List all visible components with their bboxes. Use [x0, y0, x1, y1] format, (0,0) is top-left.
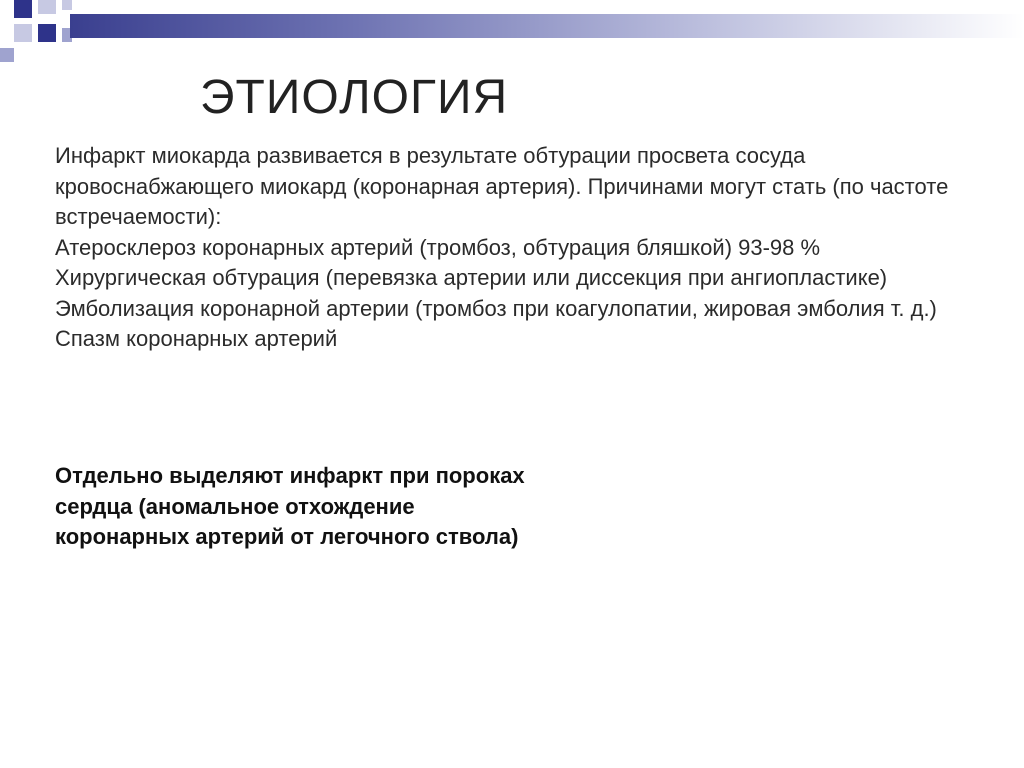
body-paragraph-intro: Инфаркт миокарда развивается в результате обтурации просвета сосуда кровоснабжающего миокард (коронарная артерия). Причинами могут стать (по частоте встречаемости): — [55, 143, 949, 229]
corner-square-6 — [62, 0, 72, 10]
corner-square-2 — [38, 0, 56, 14]
header-gradient-bar — [70, 14, 1024, 38]
corner-square-5 — [0, 48, 14, 62]
body-paragraph-spasm: Спазм коронарных артерий — [55, 326, 338, 351]
slide-note: Отдельно выделяют инфаркт при пороках сердца (аномальное отхождение коронарных артерий от легочного ствола) — [55, 463, 525, 549]
slide-title: ЭТИОЛОГИЯ — [200, 71, 509, 124]
body-paragraph-surgical: Хирургическая обтурация (перевязка артерии или диссекция при ангиопластике) — [55, 265, 888, 290]
corner-square-4 — [38, 24, 56, 42]
corner-square-3 — [14, 24, 32, 42]
corner-square-1 — [14, 0, 32, 18]
body-paragraph-atherosclerosis: Атеросклероз коронарных артерий (тромбоз, обтурация бляшкой) 93-98 % — [55, 234, 821, 260]
body-paragraph-embolization: Эмболизация коронарной артерии (тромбоз при коагулопатии, жировая эмболия т. д.) — [55, 295, 937, 321]
slide-body — [55, 141, 955, 355]
